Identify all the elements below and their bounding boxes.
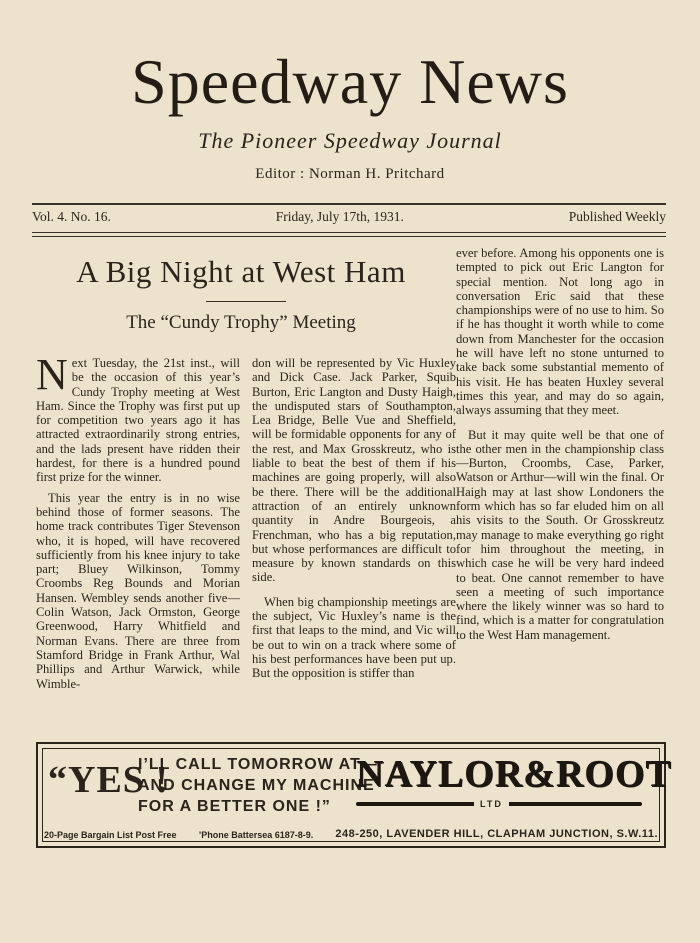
masthead-subtitle: The Pioneer Speedway Journal: [198, 128, 502, 153]
paragraph: When big championship meetings are the subject, Vic Huxley’s name is the first that leaps to the mind, and Vic will be out to win on a track where some of his best performances have been put up. But the opposition is stiffer than: [252, 594, 456, 681]
headline-divider: [206, 301, 286, 302]
brand-suffix: LTD: [474, 799, 509, 809]
brand-name: NAYLOR&ROOT: [356, 753, 672, 795]
drop-cap: N: [36, 350, 68, 399]
advert-yes: “YES !: [48, 759, 170, 801]
paragraph: ever before. Among his opponents one is tempted to pick out Eric Langton for special mention. Not long ago in conversation Eric said that these championships were of no use to him. So if he has thought it worth while to come down from Manchester for the occasion he will have left no stone unturned to take back some substantial memento of his visit. He has beaten Huxley several times this year, and may do so again, always assuming that they meet.: [456, 246, 664, 418]
paragraph: This year the entry is in no wise behind those of former seasons. The home track contributes Tiger Stevenson who, it is hoped, will have recovered sufficiently from his knee injury to take part; Bluey Wilkinson, Tommy Croombs Reg Bounds and Morian Hansen. Wembley sends another five—Colin Watson, Jack Ormston, George Greenwood, Harry Whitfield and Norman Evans. There are three from Stamford Bridge in Frank Arthur, Wal Phillips and Arthur Warwick, while Wimble-: [36, 490, 240, 691]
dateline-top-rule: [32, 203, 666, 205]
paragraph: But it may quite well be that one of the other men in the championship class—Burton, Croombs, Case, Parker, Watson or Arthur—will win the final. Or Haigh may at last show Londoners the form which has so far eluded him on all his visits to the South. Or Grosskreutz may manage to make everything go right for him throughout the meeting, in which case he will be very hard indeed to beat. One cannot remember to have seen a meeting of such importance where the likely winner was so hard to find, which is a matter for congratulation to the West Ham management.: [456, 427, 664, 642]
dateline: [32, 209, 666, 225]
publication-frequency: Published Weekly: [568, 209, 666, 224]
slogan-line: I’LL CALL TOMORROW AT—: [138, 756, 378, 773]
masthead-title: Speedway News: [131, 46, 569, 117]
volume-number: Vol. 4. No. 16.: [32, 209, 111, 224]
article-headline: A Big Night at West Ham: [76, 254, 406, 289]
article-column-2: [252, 356, 456, 687]
paragraph: [36, 350, 240, 485]
advert-footer: [44, 828, 658, 840]
paragraph-text: ext Tuesday, the 21st inst., will be the occasion of this year’s Cundy Trophy meeting at West Ham. Since the Trophy was first put up for competition two years ago it has attracted extraordinarily strong entries, and the lads present have ridden their hardest, for there is a hundred pound first prize for the winner.: [36, 356, 240, 485]
article-column-3: [456, 246, 664, 648]
brand-logo: [356, 752, 672, 810]
article-column-1: [36, 350, 240, 697]
dateline-bottom-rule-2: [32, 236, 666, 237]
naylor-root-advertisement: [36, 742, 672, 848]
phone-number: ’Phone Battersea 6187-8-9.: [198, 830, 314, 840]
advert-slogan: [138, 754, 378, 817]
masthead-editor: Editor : Norman H. Pritchard: [255, 166, 445, 182]
paragraph: don will be represented by Vic Huxley and Dick Case. Jack Parker, Squib Burton, Eric Langton and Dusty Haigh, the undisputed stars of Southampton, Lea Bridge, Belle Vue and Sheffield, will be formidable opponents for any of the rest, and Max Grosskreutz, who is liable to beat the best of them if his machines are going properly, will also be there. There will be the additional attraction of an entirely unknown quantity in Andre Bourgeois, a Frenchman, who has a big reputation, but whose performances are difficult to measure by known standards on this side.: [252, 356, 456, 585]
issue-date: Friday, July 17th, 1931.: [275, 209, 404, 224]
slogan-line: FOR A BETTER ONE !”: [138, 798, 331, 815]
slogan-line: AND CHANGE MY MACHINE: [138, 777, 375, 794]
bargain-list-note: 20-Page Bargain List Post Free: [44, 830, 177, 840]
shop-address: 248-250, LAVENDER HILL, CLAPHAM JUNCTION, S.W.11.: [335, 828, 658, 840]
article-subheadline: The “Cundy Trophy” Meeting: [126, 312, 356, 333]
dateline-bottom-rule: [32, 232, 666, 233]
